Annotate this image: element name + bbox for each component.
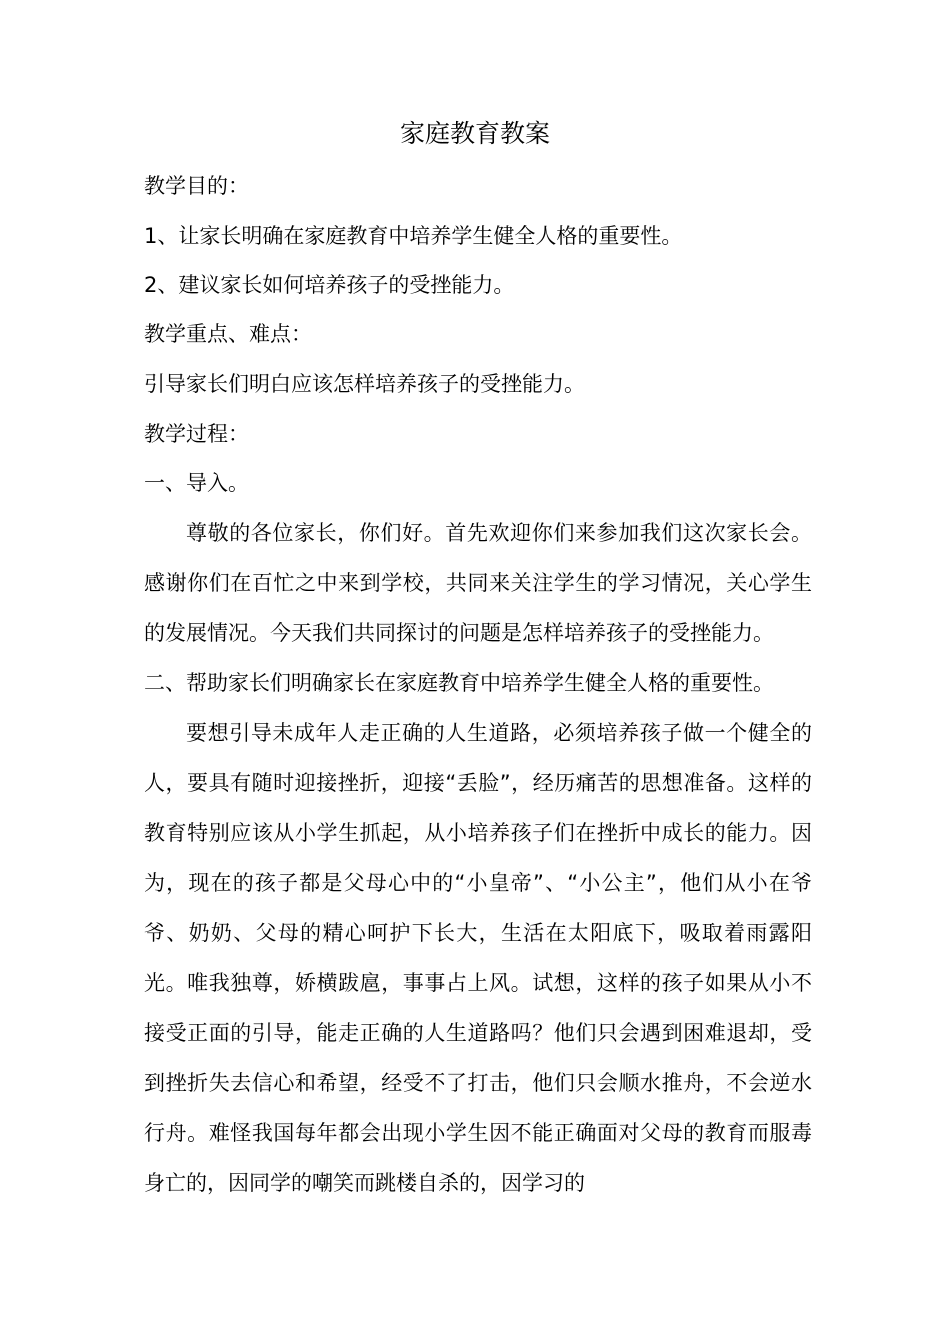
key-points-heading: 教学重点、难点： — [144, 322, 312, 346]
process-heading: 教学过程： — [144, 422, 249, 446]
goal-item-1: 1、让家长明确在家庭教育中培养学生健全人格的重要性。 — [144, 224, 683, 248]
document-title: 家庭教育教案 — [399, 119, 550, 148]
step-1-heading: 一、导入。 — [144, 471, 249, 495]
body-paragraph: 要想引导未成年人走正确的人生道路，必须培养孩子做一个健全的人，要具有随时迎接挫折，迎接“丢脸”，经历痛苦的思想准备。这样的教育特别应该从小学生抓起，从小培养孩子们在挫折中成长的能力。因为，现在的孩子都是父母心中的“小皇帝”、“小公主”，他们从小在爷爷、奶奶、父母的精心呵护下长大，生活在太阳底下，吸取着雨露阳光。唯我独尊，娇横跋扈，事事占上风。试想，这样的孩子如果从小不接受正面的引导，能走正确的人生道路吗？他们只会遇到困难退却，受到挫折失去信心和希望，经受不了打击，他们只会顺水推舟，不会逆水行舟。难怪我国每年都会出现小学生因不能正确面对父母的教育而服毒身亡的，因同学的嘲笑而跳楼自杀的，因学习的 — [144, 721, 812, 1195]
key-points-text: 引导家长们明白应该怎样培养孩子的受挫能力。 — [144, 372, 585, 396]
goal-item-2: 2、建议家长如何培养孩子的受挫能力。 — [144, 273, 515, 297]
step-2-heading: 二、帮助家长们明确家长在家庭教育中培养学生健全人格的重要性。 — [144, 671, 774, 695]
intro-paragraph: 尊敬的各位家长，你们好。首先欢迎你们来参加我们这次家长会。感谢你们在百忙之中来到学校，共同来关注学生的学习情况，关心学生的发展情况。今天我们共同探讨的问题是怎样培养孩子的受挫能力。 — [144, 521, 812, 645]
goal-heading: 教学目的： — [144, 174, 249, 198]
